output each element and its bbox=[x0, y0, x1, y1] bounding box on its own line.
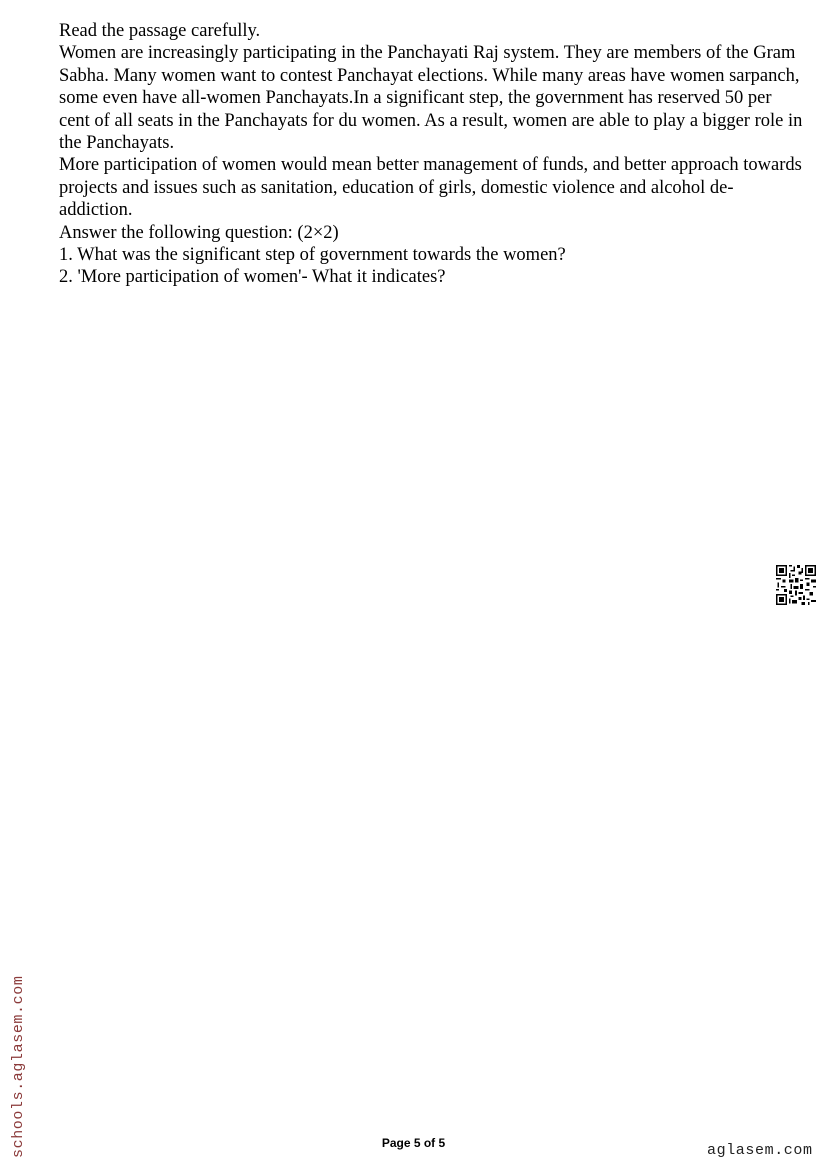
paragraph-1: Women are increasingly participating in the Panchayati Raj system. They are members of the Gram Sabha. Many women want to contest Panchayat elections. While many areas have women sarpanch, some even have all-women Panchayats.In a significant step, the government has reserved 50 per cent of all seats in the Panchayats for du women. As a result, women are able to play a bigger role in the Panchayats. bbox=[59, 43, 803, 154]
paragraph-2: More participation of women would mean better management of funds, and better approach towards projects and issues such as sanitation, education of girls, domestic violence and alcohol de-addiction. bbox=[59, 155, 802, 221]
question-2: 2. 'More participation of women'- What it indicates? bbox=[59, 267, 446, 288]
page-number: Page 5 of 5 bbox=[381, 1136, 446, 1150]
question-1: 1. What was the significant step of government towards the women? bbox=[59, 245, 566, 266]
passage-block bbox=[59, 20, 804, 289]
answer-prompt: Answer the following question: (2×2) bbox=[59, 222, 339, 243]
side-watermark: schools.aglasem.com bbox=[10, 975, 27, 1158]
site-watermark: aglasem.com bbox=[707, 1142, 813, 1159]
qr-code-icon bbox=[776, 565, 816, 605]
instruction-text: Read the passage carefully. bbox=[59, 21, 261, 41]
